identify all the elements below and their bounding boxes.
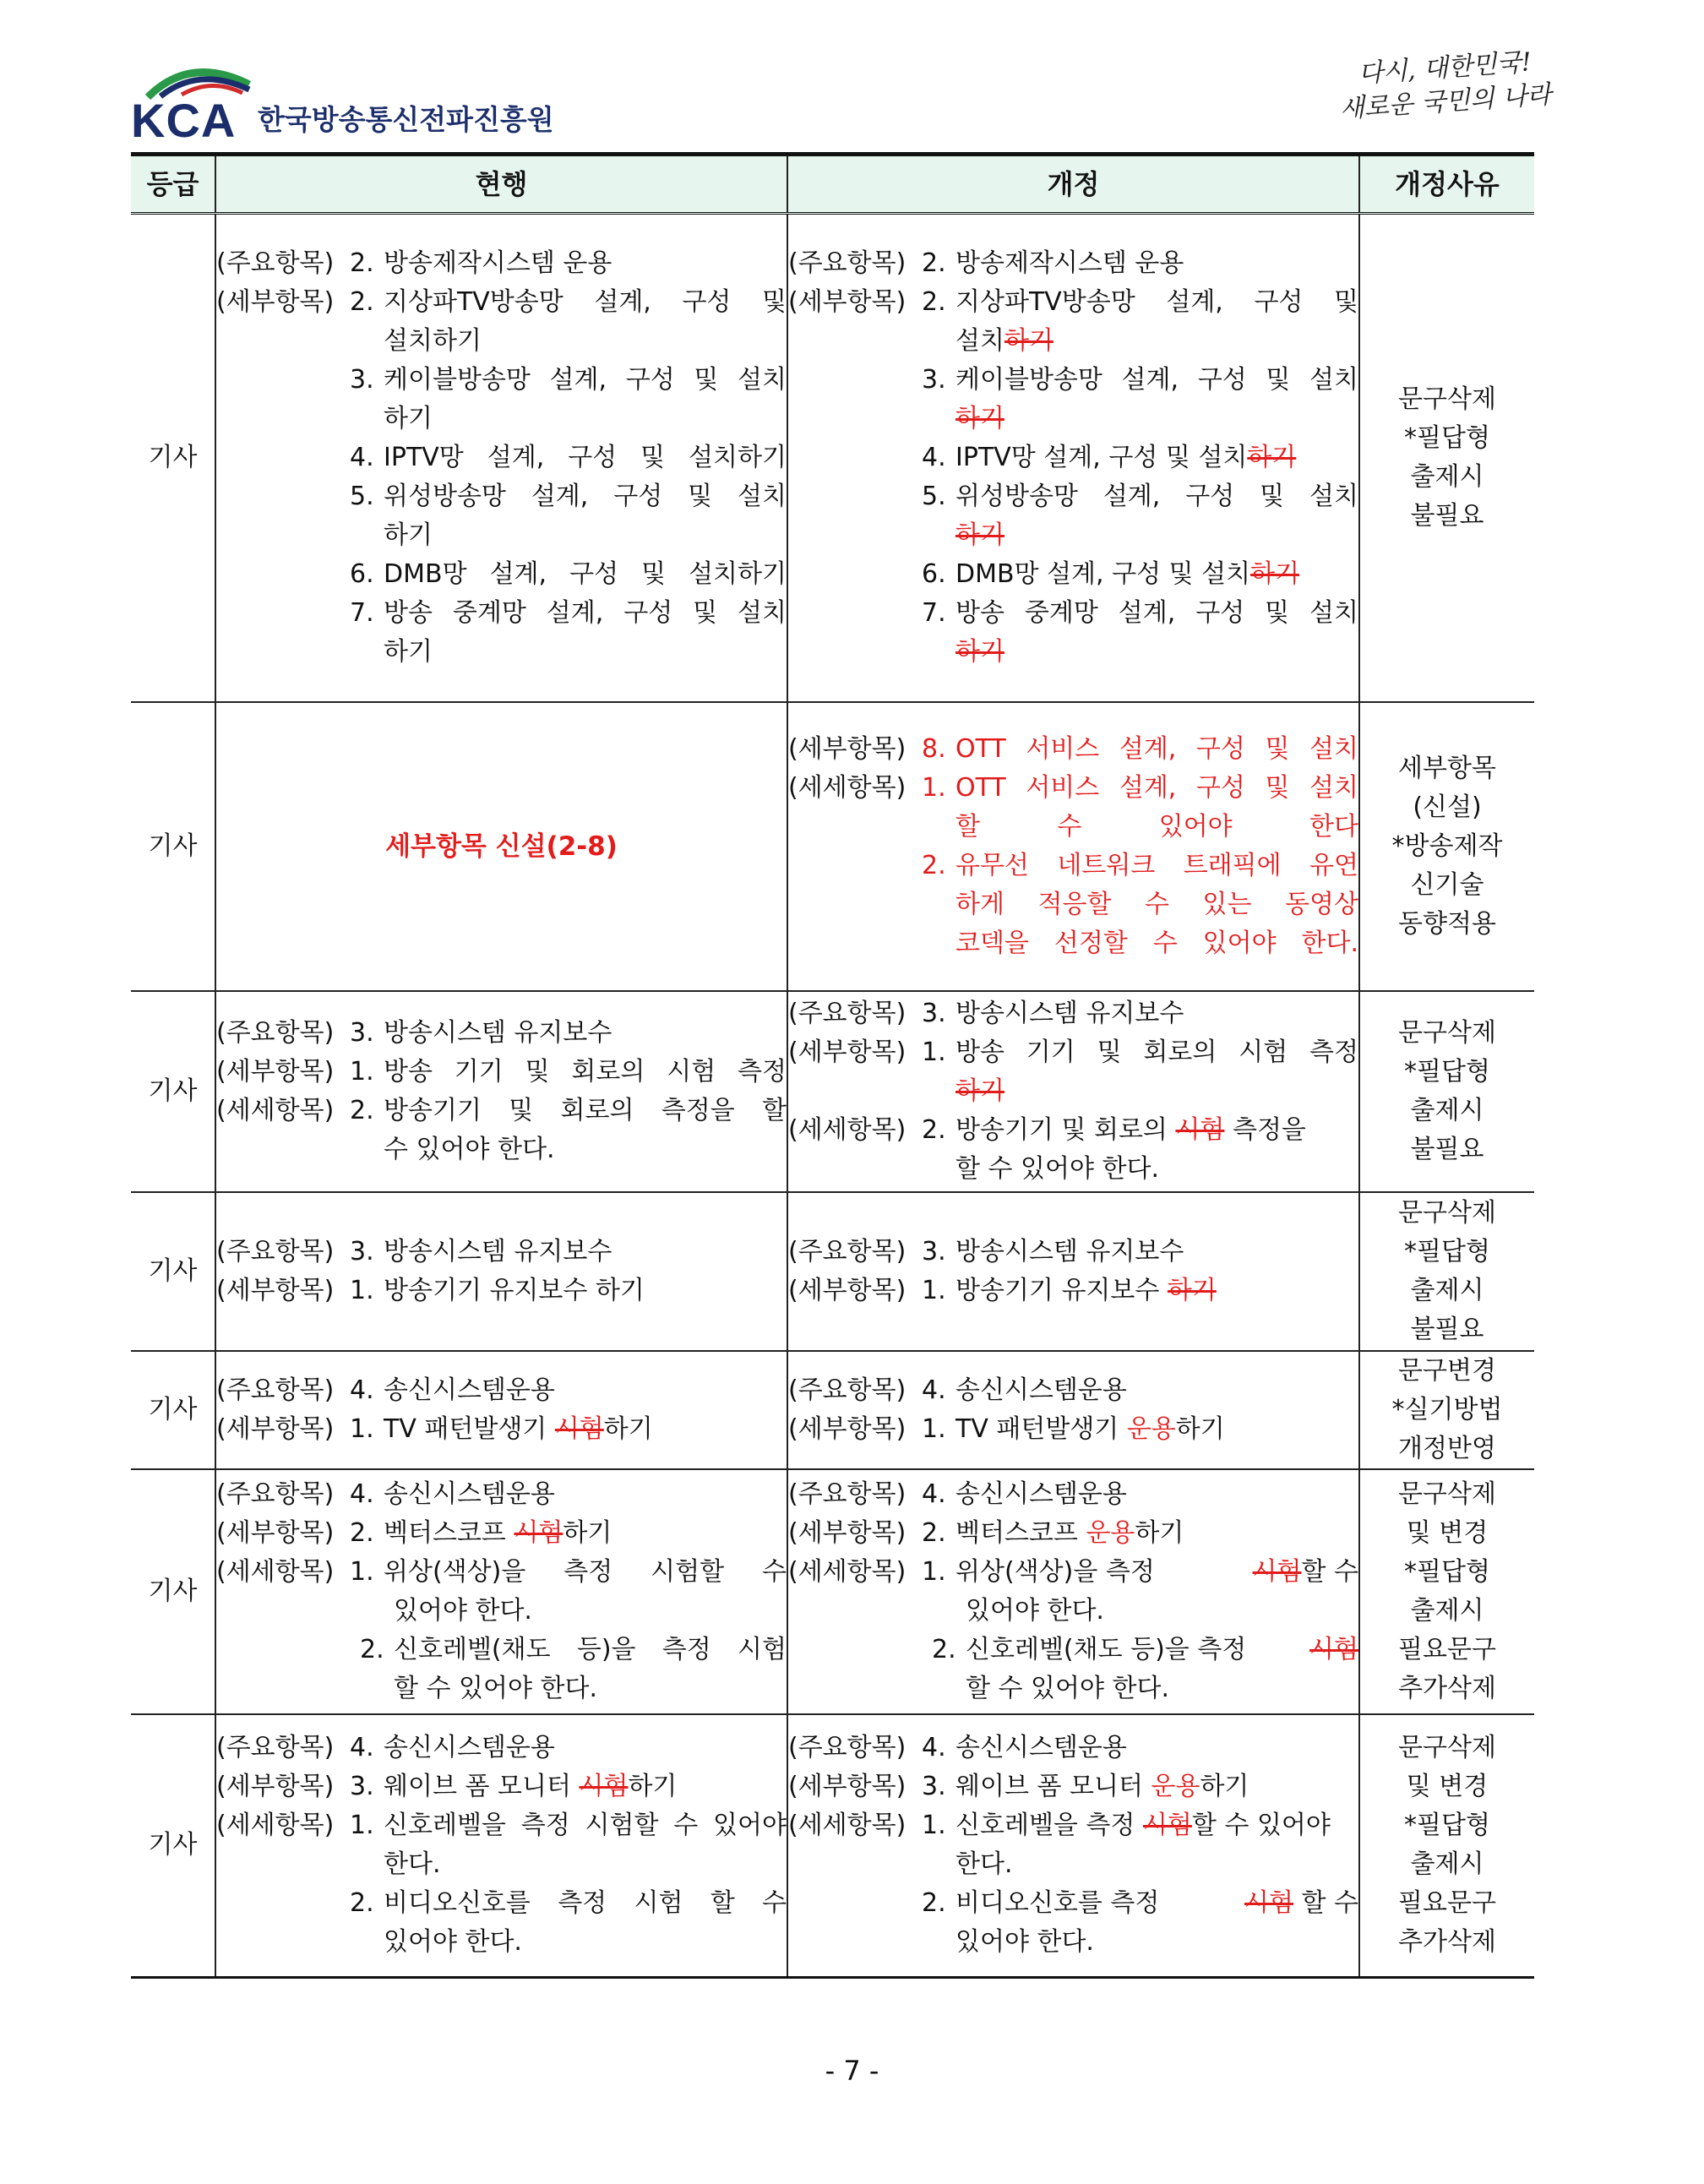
current-cell: (주요항목) 4. 송신시스템운용 (세부항목) 3. 웨이브 폼 모니터 시험하기 (세세항목) 1. 신호레벨을 측정 시험할 수 있어야 한다. 2. 비디오신호를 측정 시험 할 수 있어야 한다.	[215, 1714, 787, 1978]
current-cell: (주요항목) 3. 방송시스템 유지보수 (세부항목) 1. 방송기기 유지보수 하기	[215, 1192, 787, 1351]
reason-cell: 문구삭제 *필답형 출제시 불필요	[1359, 1192, 1534, 1351]
slogan-line-2: 새로운 국민의 나라	[1338, 79, 1553, 124]
revised-cell: (주요항목) 3. 방송시스템 유지보수 (세부항목) 1. 방송 기기 및 회로의 시험 측정 하기 (세세항목) 2. 방송기기 및 회로의 시험 측정을 할 수 있어야 한다.	[787, 991, 1359, 1192]
revision-table	[131, 152, 1534, 1979]
table-header-row	[131, 155, 1534, 214]
reason-cell: 문구삭제 *필답형 출제시 불필요	[1359, 214, 1534, 702]
table-row	[131, 1351, 1534, 1469]
new-item-note: 세부항목 신설(2-8)	[385, 831, 618, 862]
kca-logo	[131, 59, 258, 147]
header-reason: 개정사유	[1359, 155, 1534, 214]
current-cell: (주요항목) 4. 송신시스템운용 (세부항목) 1. TV 패턴발생기 시험하기	[215, 1351, 787, 1469]
reason-cell: 세부항목 (신설) *방송제작 신기술 동향적용	[1359, 702, 1534, 991]
grade-cell: 기사	[131, 991, 215, 1192]
revised-cell: (주요항목) 3. 방송시스템 유지보수 (세부항목) 1. 방송기기 유지보수 하기	[787, 1192, 1359, 1351]
reason-cell: 문구삭제 및 변경 *필답형 출제시 필요문구 추가삭제	[1359, 1469, 1534, 1714]
revised-cell: (주요항목) 4. 송신시스템운용 (세부항목) 3. 웨이브 폼 모니터 운용하기 (세세항목) 1. 신호레벨을 측정 시험할 수 있어야 한다. 2. 비디오신호를 측정 시험 할 수 있어야 한다.	[787, 1714, 1359, 1978]
table-row	[131, 1714, 1534, 1978]
header-current: 현행	[215, 155, 787, 214]
table-row	[131, 1192, 1534, 1351]
grade-cell: 기사	[131, 1351, 215, 1469]
grade-cell: 기사	[131, 1469, 215, 1714]
current-cell: (주요항목) 2. 방송제작시스템 운용 (세부항목) 2. 지상파TV방송망 설계, 구성 및 설치하기 3. 케이블방송망 설계, 구성 및 설치 하기 4. IPTV망 설계, 구성 및 설치하기 5. 위성방송망 설계, 구성 및 설치 하기 6. DMB망 설계, 구성 및 설치하기 7. 방송 중계망 설계, 구성 및 설치 하기	[215, 214, 787, 702]
table-row	[131, 1469, 1534, 1714]
grade-cell: 기사	[131, 702, 215, 991]
page-header	[131, 47, 1553, 147]
table-row	[131, 214, 1534, 702]
grade-cell: 기사	[131, 1192, 215, 1351]
table-row	[131, 702, 1534, 991]
org-name: 한국방송통신전파진흥원	[258, 103, 554, 136]
table-row	[131, 991, 1534, 1192]
current-cell: (주요항목) 4. 송신시스템운용 (세부항목) 2. 벡터스코프 시험하기 (세세항목) 1. 위상(색상)을 측정 시험할 수 있어야 한다. 2. 신호레벨(채도 등)을 측정 시험 할 수 있어야 한다.	[215, 1469, 787, 1714]
reason-cell: 문구삭제 및 변경 *필답형 출제시 필요문구 추가삭제	[1359, 1714, 1534, 1978]
grade-cell: 기사	[131, 1714, 215, 1978]
slogan-signature	[1337, 46, 1553, 144]
page-number: - 7 -	[825, 2055, 879, 2087]
reason-cell: 문구삭제 *필답형 출제시 불필요	[1359, 991, 1534, 1192]
slogan-line-1: 다시, 대한민국!	[1357, 47, 1533, 90]
header-revised: 개정	[787, 155, 1359, 214]
header-grade: 등급	[131, 155, 215, 214]
revised-cell: (세부항목) 8. OTT 서비스 설계, 구성 및 설치 (세세항목) 1. OTT 서비스 설계, 구성 및 설치 할 수 있어야 한다 2. 유무선 네트워크 트래픽에 유연 하게 적응할 수 있는 동영상 코덱을 선정할 수 있어야 한다.	[787, 702, 1359, 991]
revised-cell: (주요항목) 4. 송신시스템운용 (세부항목) 1. TV 패턴발생기 운용하기	[787, 1351, 1359, 1469]
reason-cell: 문구변경 *실기방법 개정반영	[1359, 1351, 1534, 1469]
revised-cell: (주요항목) 2. 방송제작시스템 운용 (세부항목) 2. 지상파TV방송망 설계, 구성 및 설치 하기 3. 케이블방송망 설계, 구성 및 설치 하기 4. IPTV망 설계, 구성 및 설치하기 5. 위성방송망 설계, 구성 및 설치 하기 6. DMB망 설계, 구성 및 설치하기 7. 방송 중계망 설계, 구성 및 설치 하기	[787, 214, 1359, 702]
revised-cell: (주요항목) 4. 송신시스템운용 (세부항목) 2. 벡터스코프 운용하기 (세세항목) 1. 위상(색상)을 측정 시험할 수 있어야 한다. 2. 신호레벨(채도 등)을 측정 시험 할 수 있어야 한다.	[787, 1469, 1359, 1714]
current-cell: (주요항목) 3. 방송시스템 유지보수 (세부항목) 1. 방송 기기 및 회로의 시험 측정 (세세항목) 2. 방송기기 및 회로의 측정을 할 수 있어야 한다.	[215, 991, 787, 1192]
logo-text: KCA	[131, 94, 237, 147]
current-cell	[215, 702, 787, 991]
grade-cell: 기사	[131, 214, 215, 702]
